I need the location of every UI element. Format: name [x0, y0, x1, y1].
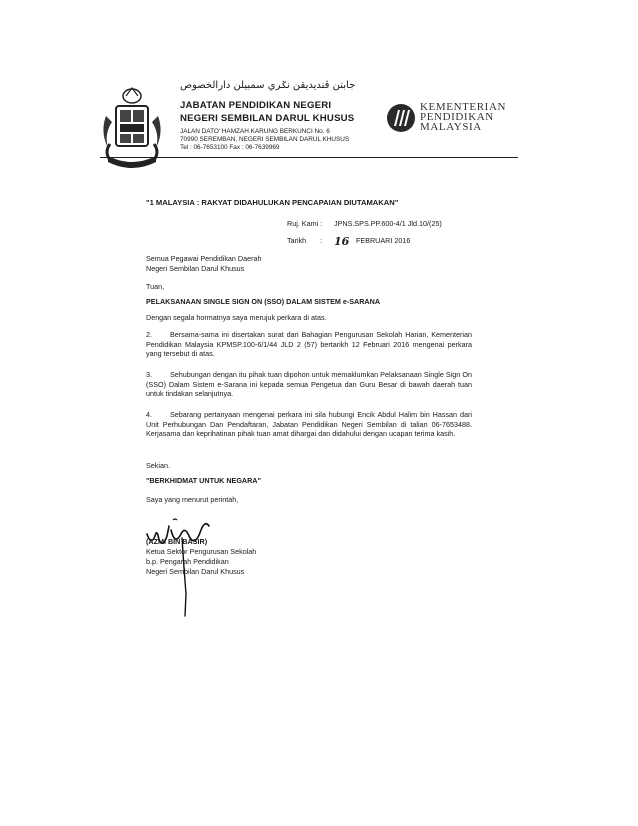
slogan: "BERKHIDMAT UNTUK NEGARA" [146, 476, 261, 485]
paragraph-text: Bersama-sama ini disertakan surat dari Bahagian Pengurusan Sekolah Harian, Kementerian Pendidikan Malaysia KPMSP.100-6/1/44 JLD 2 (57) bertarikh 12 Februari 2016 mengenai perkara yang tersebut di atas. [146, 330, 472, 358]
address-line2: 70990 SEREMBAN, NEGERI SEMBILAN DARUL KHUSUS [180, 136, 350, 143]
paragraph-text: Sehubungan dengan itu pihak tuan dipohon untuk memaklumkan Pelaksanaan Single Sign On (SSO) Dalam Sistem e-Sarana ini kepada semua Pengetua dan Guru Besar di bawah daerah tuan untuk tindakan selanjutnya. [146, 370, 472, 398]
paragraph-2 [146, 330, 472, 359]
contact-line: Tel : 06-7653100 Fax : 06-7639969 [180, 144, 280, 151]
date-day: 16 [334, 235, 350, 248]
opening-line: Dengan segala hormatnya saya merujuk perkara di atas. [146, 313, 327, 322]
paragraph-text: Sebarang pertanyaan mengenai perkara ini sila hubungi Encik Abdul Halim bin Hassan dari Unit Perhubungan Dan Pendaftaran, Jabatan Pendidikan Negeri Sembilan di talian 06-7653488. Kerjasama dan keprihatinan pihak tuan amat dihargai dan didahului dengan ucapan terima kasih. [146, 410, 472, 438]
recipient-line1: Semua Pegawai Pendidikan Daerah [146, 254, 262, 263]
paragraph-4 [146, 410, 472, 439]
signatory-name: (AZMI BIN BASIR) [146, 537, 208, 546]
salutation: Tuan, [146, 282, 165, 291]
date-month-year: FEBRUARI 2016 [356, 236, 411, 245]
org-name-line1: JABATAN PENDIDIKAN NEGERI [180, 100, 332, 111]
signatory-title3: Negeri Sembilan Darul Khusus [146, 567, 245, 576]
ministry-line1: KEMENTERIAN [420, 101, 507, 113]
subject: PELAKSANAAN SINGLE SIGN ON (SSO) DALAM SISTEM e-SARANA [146, 297, 381, 306]
date-label: Tarikh [287, 236, 307, 245]
ministry-line3: MALAYSIA [420, 121, 482, 133]
paragraph-number: 4. [146, 410, 152, 419]
signatory-title1: Ketua Sektor Pengurusan Sekolah [146, 547, 257, 556]
ref-number: JPNS.SPS.PP.600-4/1 Jld.10/(25) [334, 219, 442, 228]
sign-off: Saya yang menurut perintah, [146, 495, 239, 504]
address-line1: JALAN DATO' HAMZAH KARUNG BERKUNCI No. 6 [180, 128, 330, 135]
state-crest-icon [100, 86, 164, 172]
ref-colon: : [320, 219, 322, 228]
header-divider [100, 157, 518, 158]
recipient-line2: Negeri Sembilan Darul Khusus [146, 264, 245, 273]
ministry-line2: PENDIDIKAN [420, 111, 494, 123]
kpm-logo-icon [386, 102, 416, 134]
paragraph-number: 3. [146, 370, 152, 379]
org-name-line2: NEGERI SEMBILAN DARUL KHUSUS [180, 113, 355, 124]
ministry-name [420, 102, 506, 132]
paragraph-3 [146, 370, 472, 399]
paragraph-number: 2. [146, 330, 152, 339]
ref-label: Ruj. Kami [287, 219, 319, 228]
date-colon: : [320, 236, 322, 245]
jawi-org-name: جابتن ڤنديديقن نݢري سمبيلن دارالخصوص [180, 80, 356, 91]
signatory-title2: b.p. Pengarah Pendidikan [146, 557, 229, 566]
closing: Sekian. [146, 461, 170, 470]
motto: "1 MALAYSIA : RAKYAT DIDAHULUKAN PENCAPAIAN DIUTAMAKAN" [146, 198, 399, 207]
